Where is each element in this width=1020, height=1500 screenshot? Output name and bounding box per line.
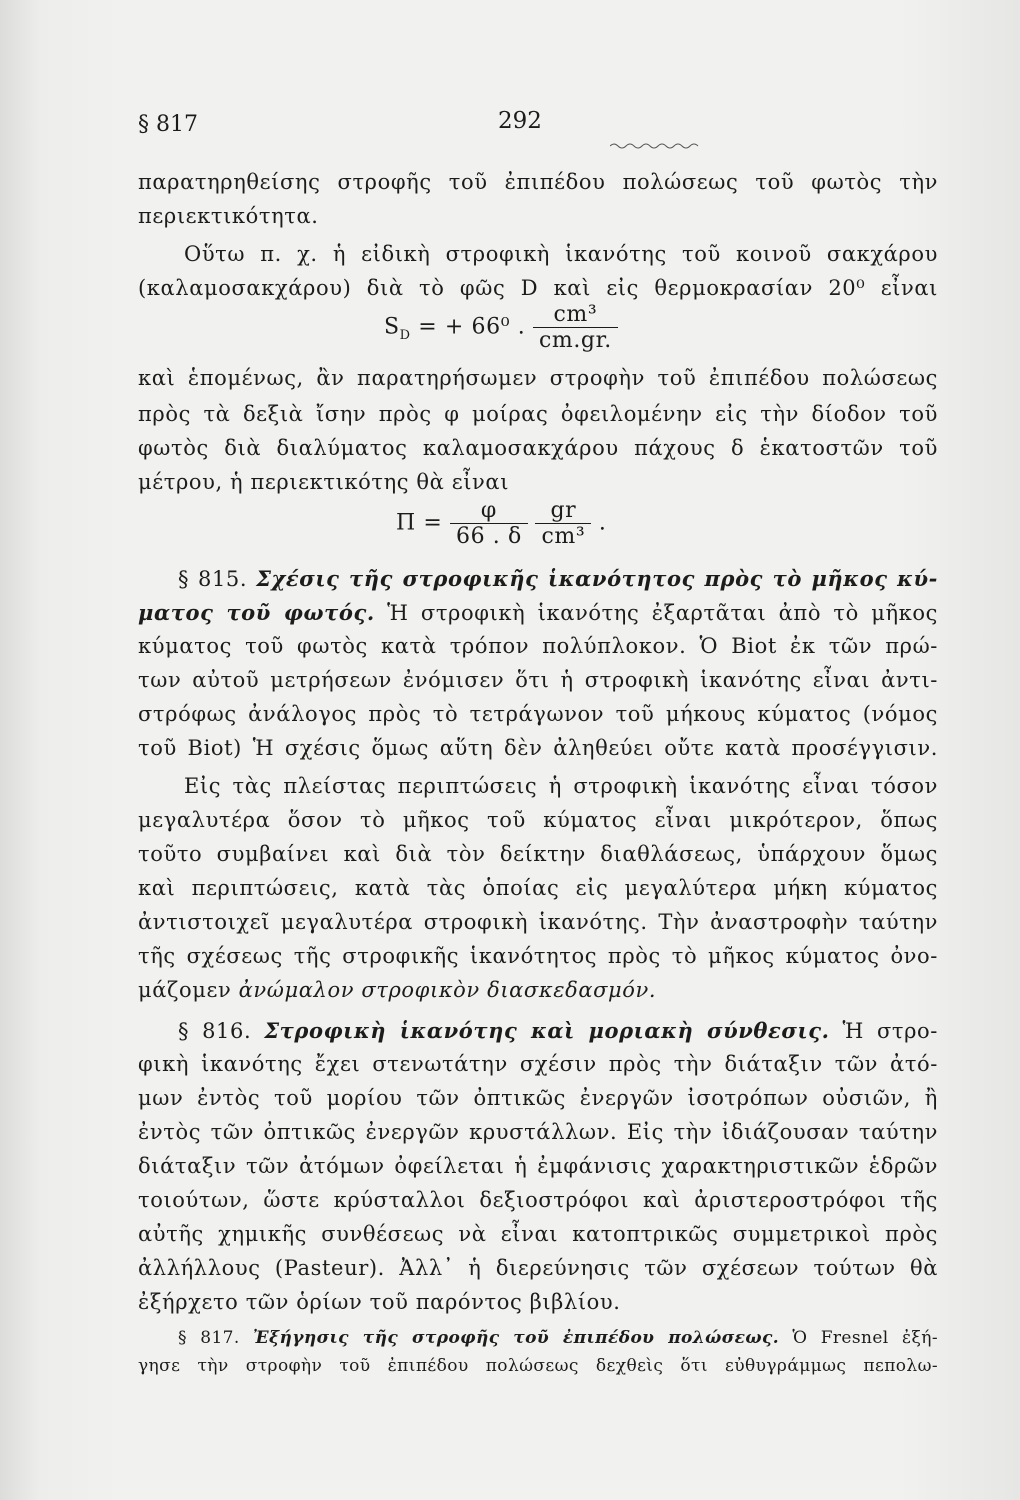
s817-line-1-rest: Ὁ Fresnel ἐξή- [792, 1328, 938, 1348]
s815-number: § 815. [178, 567, 248, 591]
s815-p2-line-7 [138, 978, 656, 1002]
p3-line-3: φωτὸς διὰ διαλύματος καλαμοσακχάρου πάχους δ ἑκατοστῶν τοῦ [138, 436, 938, 460]
s816-heading-line [178, 1018, 938, 1043]
formula2-lhs: Π = [396, 510, 443, 536]
formula-specific-rotation [384, 302, 618, 353]
s816-line-9: ἐξήρχετο τῶν ὁρίων τοῦ παρόντος βιβλίου. [138, 1290, 621, 1314]
formula1-numerator: cm³ [553, 302, 598, 327]
s815-title-a: Σχέσις τῆς στροφικῆς ἱκανότητος πρὸς τὸ μῆκος κύ- [256, 566, 938, 591]
p2-line-2: (καλαμοσακχάρου) διὰ τὸ φῶς D καὶ εἰς θερμοκρασίαν 20⁰ εἶναι [138, 276, 938, 300]
s815-p2-line-7a: μάζομεν [138, 978, 232, 1002]
formula2-fraction-2 [535, 498, 591, 549]
p3-line-1: καὶ ἑπομένως, ἂν παρατηρήσωμεν στροφὴν τοῦ ἐπιπέδου πολώσεως [138, 366, 938, 390]
s816-line-4: ἐντὸς τῶν ὀπτικῶς ἐνεργῶν κρυστάλλων. Εἰς τὴν ἰδιάζουσαν ταύτην [138, 1120, 938, 1144]
s817-line-2: γησε τὴν στροφὴν τοῦ ἐπιπέδου πολώσεως δεχθεὶς ὅτι εὐθυγράμμως πεπολω- [138, 1356, 938, 1376]
s816-line-3: μων ἐντὸς τοῦ μορίου τῶν ὀπτικῶς ἐνεργῶν ἰσοτρόπων οὐσιῶν, ἢ [138, 1086, 938, 1110]
s815-p2-line-4: καὶ περιπτώσεις, κατὰ τὰς ὁποίας εἰς μεγαλύτερα μήκη κύματος [138, 876, 938, 900]
formula-concentration [396, 498, 606, 549]
s815-line-2-rest: Ἡ στροφικὴ ἱκανότης ἐξαρτᾶται ἀπὸ τὸ μῆκος [387, 601, 938, 625]
s815-line-6: τοῦ Biot) Ἡ σχέσις ὅμως αὕτη δὲν ἀληθεύει οὔτε κατὰ προσέγγισιν. [138, 736, 938, 760]
s816-line-8: ἀλλήλλους (Pasteur). Ἀλλ᾽ ἡ διερεύνησις τῶν σχέσεων τούτων θὰ [138, 1256, 938, 1280]
formula2-end: . [598, 510, 607, 536]
s817-number: § 817. [178, 1328, 240, 1348]
s816-line-1-rest: Ἡ στρο- [842, 1019, 938, 1043]
formula1-rhs: = + 66⁰ . [418, 314, 526, 340]
p1-line-1: παρατηρηθείσης στροφῆς τοῦ ἐπιπέδου πολώσεως τοῦ φωτὸς τὴν [138, 170, 938, 194]
formula1-denominator: cm.gr. [533, 327, 618, 353]
formula2-numerator-1: φ [480, 498, 497, 523]
formula2-denominator-2: cm³ [535, 523, 591, 549]
p2-line-1: Οὕτω π. χ. ἡ εἰδικὴ στροφικὴ ἱκανότης τοῦ κοινοῦ σακχάρου [184, 242, 938, 266]
s816-line-5: διάταξιν τῶν ἀτόμων ὀφείλεται ἡ ἐμφάνισις χαρακτηριστικῶν ἑδρῶν [138, 1154, 938, 1178]
s817-heading-line [178, 1328, 938, 1348]
formula2-fraction-1 [450, 498, 528, 549]
formula1-lhs: S [384, 314, 400, 340]
s815-p2-line-5: ἀντιστοιχεῖ μεγαλυτέρα στροφικὴ ἱκανότης. Τὴν ἀναστροφὴν ταύτην [138, 910, 938, 934]
formula2-denominator-1: 66 . δ [450, 523, 528, 549]
p1-line-2: περιεκτικότητα. [138, 204, 319, 228]
s815-line-5: στρόφως ἀνάλογος πρὸς τὸ τετράγωνον τοῦ μήκους κύματος (νόμος [138, 702, 938, 726]
s815-p2-line-6: τῆς σχέσεως τῆς στροφικῆς ἱκανότητος πρὸς τὸ μῆκος κύματος ὀνο- [138, 944, 938, 968]
page-header [130, 108, 940, 148]
s815-p2-line-2: μεγαλυτέρα ὅσον τὸ μῆκος τοῦ κύματος εἶναι μικρότερον, ὅπως [138, 808, 938, 832]
s815-title-b: ματος τοῦ φωτός. [138, 600, 375, 625]
s815-heading-line [178, 566, 938, 591]
s815-p2-line-1: Εἰς τὰς πλείστας περιπτώσεις ἡ στροφικὴ ἱκανότης εἶναι τόσον [184, 774, 938, 798]
s815-line-3: κύματος τοῦ φωτὸς κατὰ τρόπον πολύπλοκον. Ὁ Biot ἐκ τῶν πρώ- [138, 634, 938, 658]
s816-title: Στροφικὴ ἱκανότης καὶ μοριακὴ σύνθεσις. [264, 1018, 830, 1043]
formula2-numerator-2: gr [550, 498, 577, 523]
s817-title: Ἐξήγησις τῆς στροφῆς τοῦ ἐπιπέδου πολώσεως. [253, 1328, 780, 1348]
s815-p2-line-3: τοῦτο συμβαίνει καὶ διὰ τὸν δείκτην διαθλάσεως, ὑπάρχουν ὅμως [138, 842, 938, 866]
formula1-lhs-sub: D [399, 327, 411, 343]
anomalous-dispersion-term: ἀνώμαλον στροφικὸν διασκεδασμόν. [238, 978, 657, 1002]
s816-line-6: τοιούτων, ὥστε κρύσταλλοι δεξιοστρόφοι καὶ ἀριστεροστρόφοι τῆς [138, 1188, 938, 1212]
s816-line-2: φικὴ ἱκανότης ἔχει στενωτάτην σχέσιν πρὸς τὴν διάταξιν τῶν ἀτό- [138, 1052, 938, 1076]
header-section-ref: § 817 [138, 112, 198, 137]
page-number: 292 [498, 108, 542, 134]
s815-line-4: των αὐτοῦ μετρήσεων ἐνόμισεν ὅτι ἡ στροφικὴ ἱκανότης εἶναι ἀντι- [138, 668, 938, 692]
s815-line-2 [138, 600, 938, 625]
decorative-squiggle-icon [610, 142, 700, 150]
formula1-fraction [533, 302, 618, 353]
s816-line-7: αὐτῆς χημικῆς συνθέσεως νὰ εἶναι κατοπτρικῶς συμμετρικοὶ πρὸς [138, 1222, 938, 1246]
p3-line-2: πρὸς τὰ δεξιὰ ἴσην πρὸς φ μοίρας ὀφειλομένην εἰς τὴν δίοδον τοῦ [138, 402, 938, 426]
s816-number: § 816. [178, 1019, 252, 1043]
p3-line-4: μέτρου, ἡ περιεκτικότης θὰ εἶναι [138, 470, 510, 494]
